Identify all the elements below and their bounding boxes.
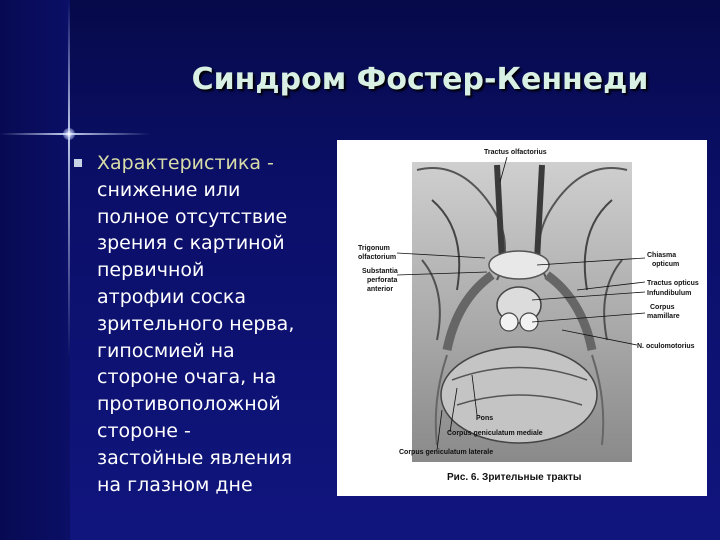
bullet-line: на глазном дне bbox=[97, 473, 253, 496]
bullet-line: стороне очага, на bbox=[97, 366, 277, 389]
sparkle-ray-vertical bbox=[68, 0, 70, 360]
bullet-text-block bbox=[74, 150, 339, 498]
label-substantia: Substantia bbox=[362, 268, 398, 275]
label-substantia-3: anterior bbox=[367, 286, 394, 293]
label-infundibulum: Infundibulum bbox=[647, 290, 692, 297]
brain-base-illustration bbox=[337, 140, 707, 496]
bullet-line: полное отсутствие bbox=[97, 205, 288, 228]
label-chiasma-2: opticum bbox=[652, 261, 680, 268]
anatomy-figure bbox=[337, 140, 707, 496]
label-tractus-olfactorius: Tractus olfactorius bbox=[484, 149, 547, 156]
label-substantia-2: perforata bbox=[367, 277, 398, 284]
bullet-line: застойные явления bbox=[97, 446, 293, 469]
bullet-line: первичной bbox=[97, 259, 205, 282]
bullet-paragraph bbox=[97, 150, 339, 498]
slide-title: Синдром Фостер-Кеннеди bbox=[191, 62, 649, 97]
label-corpus-mamillare-2: mamillare bbox=[647, 313, 680, 320]
bullet-line: противоположной bbox=[97, 393, 281, 416]
bullet-line: снижение или bbox=[97, 178, 241, 201]
label-corpus-mamillare: Corpus bbox=[650, 304, 675, 311]
bullet-line: зрительного нерва, bbox=[97, 312, 295, 335]
label-chiasma: Chiasma bbox=[647, 252, 677, 259]
label-n-oculomotorius: N. oculomotorius bbox=[637, 343, 695, 350]
brain-drawing bbox=[412, 162, 632, 462]
label-trigonum-2: olfactorium bbox=[358, 254, 397, 261]
label-cgm: Corpus geniculatum mediale bbox=[447, 430, 543, 437]
sparkle-ray-horizontal bbox=[0, 133, 150, 135]
label-tractus-opticus: Tractus opticus bbox=[647, 280, 699, 287]
bullet-line: стороне - bbox=[97, 419, 191, 442]
label-trigonum: Trigonum bbox=[358, 245, 390, 252]
label-pons: Pons bbox=[476, 415, 494, 422]
label-cgl: Corpus geniculatum laterale bbox=[399, 449, 494, 456]
figure-caption: Рис. 6. Зрительные тракты bbox=[447, 472, 582, 483]
bullet-line: гипосмией на bbox=[97, 339, 235, 362]
left-band bbox=[0, 0, 70, 540]
bullet-line: зрения с картиной bbox=[97, 232, 285, 255]
sparkle-star-icon bbox=[63, 128, 75, 140]
square-bullet-icon bbox=[74, 159, 82, 167]
bullet-line: атрофии соска bbox=[97, 285, 247, 308]
bullet-lead: Характеристика - bbox=[97, 152, 274, 174]
